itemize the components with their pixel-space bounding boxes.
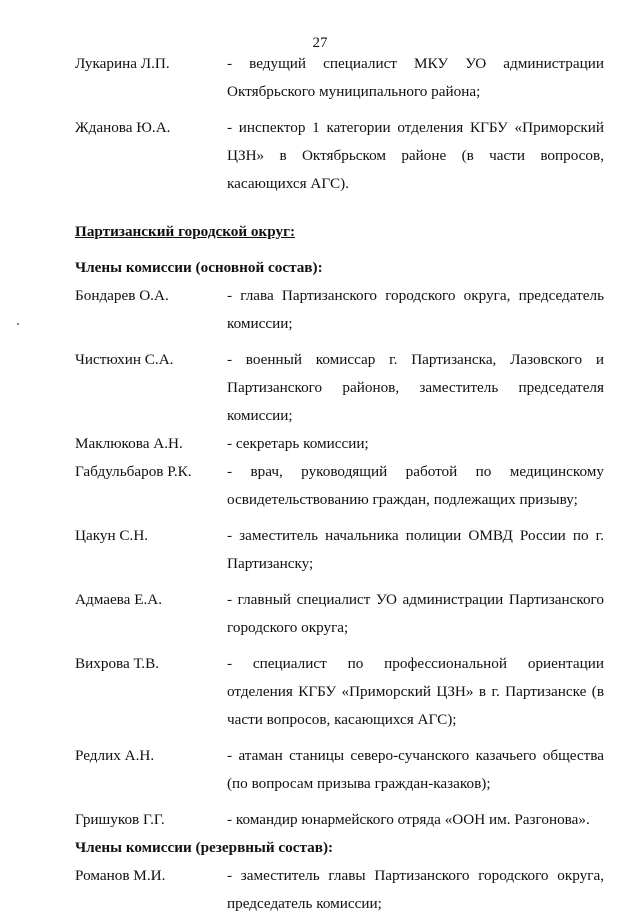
member-entry	[75, 458, 604, 514]
member-entry	[75, 862, 604, 918]
section-title: Партизанский городской округ:	[75, 223, 296, 240]
member-role: - атаман станицы северо-сучанского казачьего общества (по вопросам призыва граждан-казаков);	[227, 747, 604, 792]
member-name: Жданова Ю.А.	[75, 119, 171, 136]
member-role: - специалист по профессиональной ориентации отделения КГБУ «Приморский ЦЗН» в г. Партизанске (в части вопросов, касающихся АГС);	[227, 655, 604, 728]
member-entry	[75, 742, 604, 798]
member-role: - главный специалист УО администрации Партизанского городского округа;	[227, 591, 604, 636]
member-name: Маклюкова А.Н.	[75, 435, 183, 452]
member-entry	[75, 586, 604, 642]
member-role: - ведущий специалист МКУ УО администрации Октябрьского муниципального района;	[227, 55, 604, 100]
member-name: Романов М.И.	[75, 867, 166, 884]
member-role: - заместитель начальника полиции ОМВД России по г. Партизанску;	[227, 527, 604, 572]
member-name: Лукарина Л.П.	[75, 55, 170, 72]
member-entry	[75, 50, 604, 106]
member-role: - инспектор 1 категории отделения КГБУ «Приморский ЦЗН» в Октябрьском районе (в части вопросов, касающихся АГС).	[227, 119, 604, 192]
reserve-members-heading: Члены комиссии (резервный состав):	[75, 839, 334, 856]
member-name: Бондарев О.А.	[75, 287, 169, 304]
member-role: - секретарь комиссии;	[227, 435, 369, 452]
member-role: - командир юнармейского отряда «ООН им. Разгонова».	[227, 811, 590, 828]
member-entry	[75, 522, 604, 578]
member-name: Чистюхин С.А.	[75, 351, 174, 368]
member-name: Гришуков Г.Г.	[75, 811, 165, 828]
member-entry	[75, 806, 604, 834]
member-role: - глава Партизанского городского округа, председатель комиссии;	[227, 287, 604, 332]
member-entry	[75, 430, 604, 458]
document-body	[75, 50, 604, 918]
member-name: Габдульбаров Р.К.	[75, 463, 192, 480]
main-members-heading: Члены комиссии (основной состав):	[75, 259, 323, 276]
member-role: - заместитель главы Партизанского городского округа, председатель комиссии;	[227, 867, 604, 912]
member-role: - врач, руководящий работой по медицинскому освидетельствованию граждан, подлежащих призыву;	[227, 463, 604, 508]
page-number: 27	[312, 35, 328, 51]
member-entry	[75, 282, 604, 338]
member-role: - военный комиссар г. Партизанска, Лазовского и Партизанского районов, заместитель председателя комиссии;	[227, 351, 604, 424]
member-name: Цакун С.Н.	[75, 527, 149, 544]
member-entry	[75, 650, 604, 734]
member-name: Адмаева Е.А.	[75, 591, 163, 608]
member-name: Вихрова Т.В.	[75, 655, 160, 672]
scan-speck	[17, 323, 19, 325]
member-name: Редлих А.Н.	[75, 747, 155, 764]
member-entry	[75, 114, 604, 198]
member-entry	[75, 346, 604, 430]
